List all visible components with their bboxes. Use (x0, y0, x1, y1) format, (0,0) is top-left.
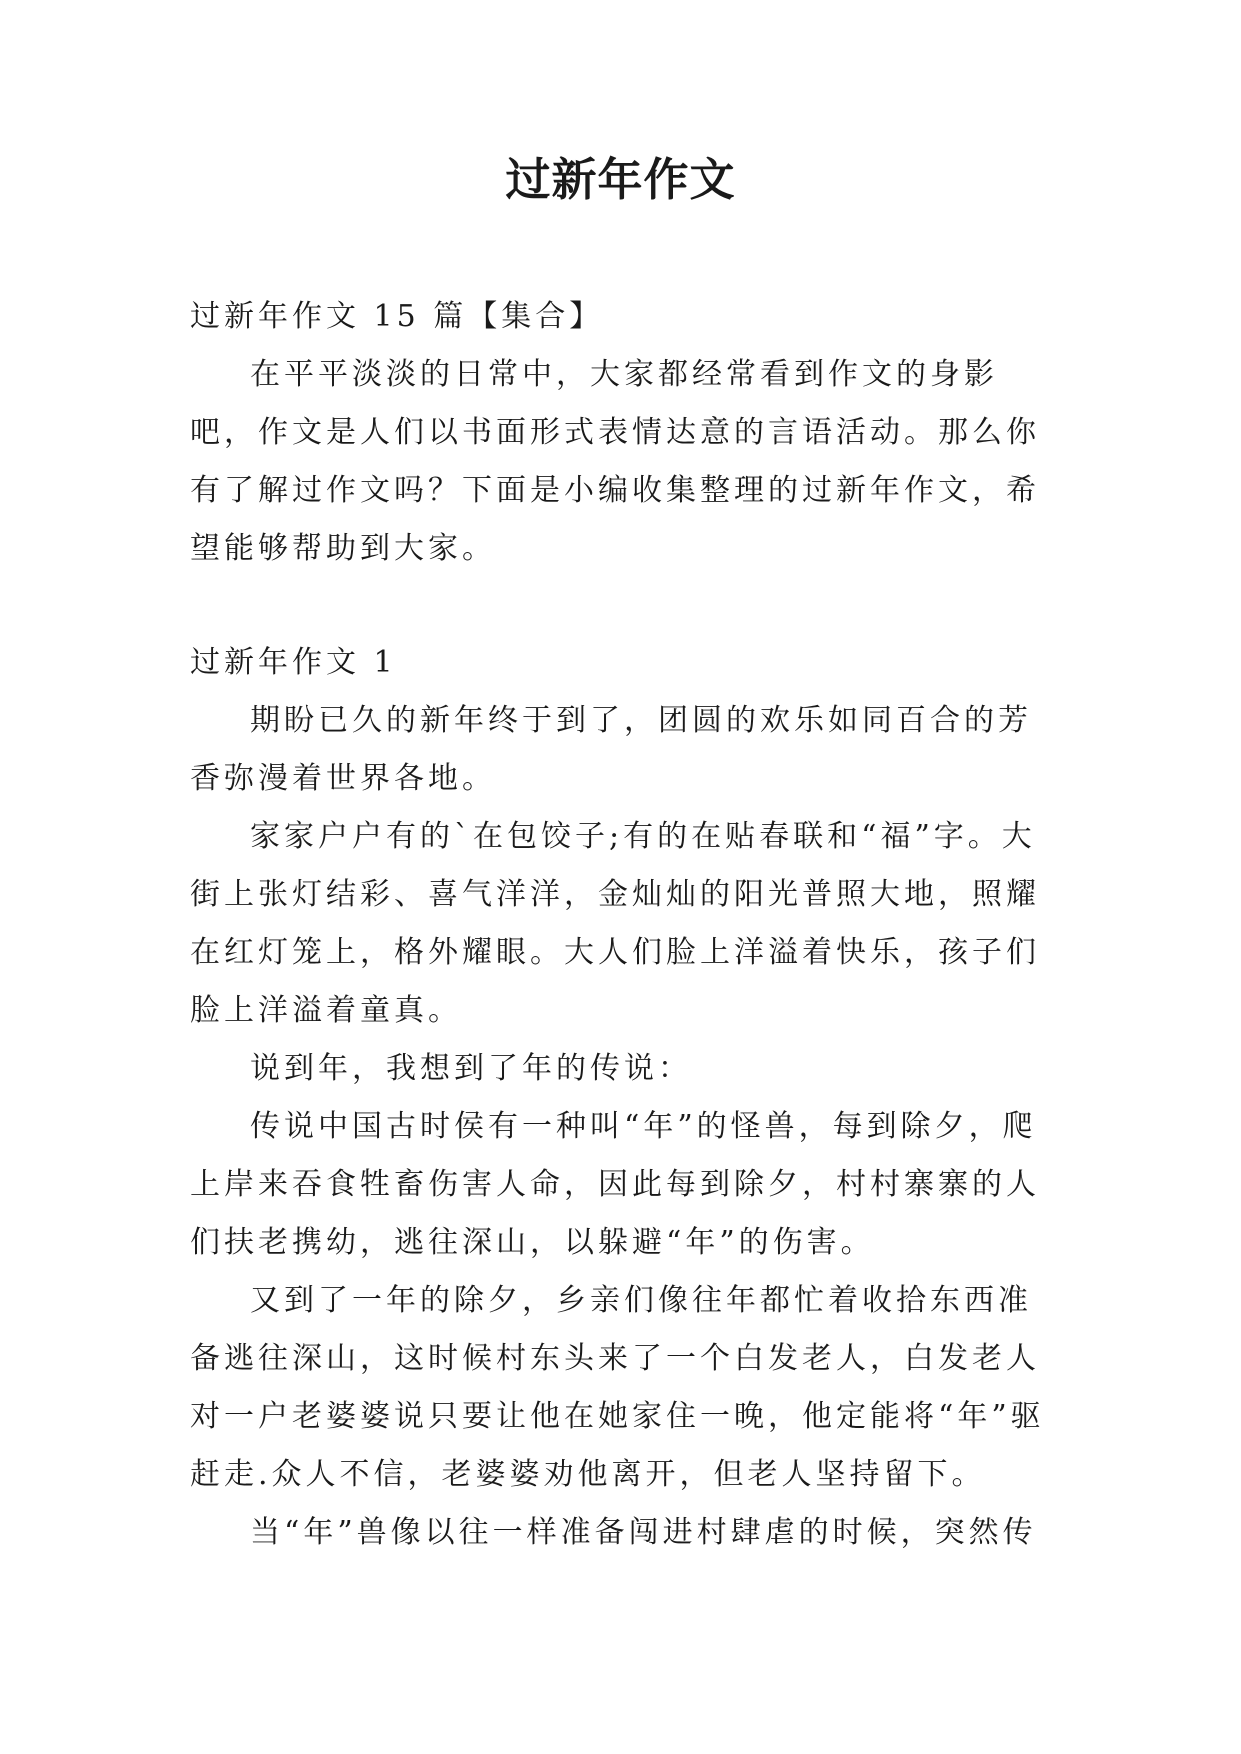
essay-paragraph: 说到年，我想到了年的传说： (250, 1051, 692, 1086)
section-spacer (190, 578, 1060, 634)
essay-paragraph: 传说中国古时侯有一种叫“年”的怪兽，每到除夕，爬上岸来吞食牲畜伤害人命，因此每到除夕，村村寨寨的人们扶老携幼，逃往深山，以躲避“年”的伤害。 (190, 1109, 1040, 1260)
section-heading: 过新年作文 1 (190, 645, 397, 680)
document-title: 过新年作文 (505, 153, 736, 206)
document-subtitle: 过新年作文 15 篇【集合】 (190, 299, 604, 334)
essay-paragraph: 家家户户有的`在包饺子;有的在贴春联和“福”字。大街上张灯结彩、喜气洋洋，金灿灿的阳光普照大地，照耀在红灯笼上，格外耀眼。大人们脸上洋溢着快乐，孩子们脸上洋溢着童真。 (190, 819, 1040, 1028)
intro-paragraph: 在平平淡淡的日常中，大家都经常看到作文的身影吧，作文是人们以书面形式表情达意的言语活动。那么你有了解过作文吗？下面是小编收集整理的过新年作文，希望能够帮助到大家。 (190, 357, 1040, 566)
essay-paragraph: 期盼已久的新年终于到了，团圆的欢乐如同百合的芳香弥漫着世界各地。 (190, 703, 1032, 796)
essay-paragraph: 当“年”兽像以往一样准备闯进村肆虐的时候，突然传 (250, 1515, 1037, 1550)
document-body (190, 288, 1060, 1562)
essay-paragraph: 又到了一年的除夕，乡亲们像往年都忙着收拾东西准备逃往深山，这时候村东头来了一个白发老人，白发老人对一户老婆婆说只要让他在她家住一晚，他定能将“年”驱赶走.众人不信，老婆婆劝他离开，但老人坚持留下。 (190, 1283, 1045, 1492)
